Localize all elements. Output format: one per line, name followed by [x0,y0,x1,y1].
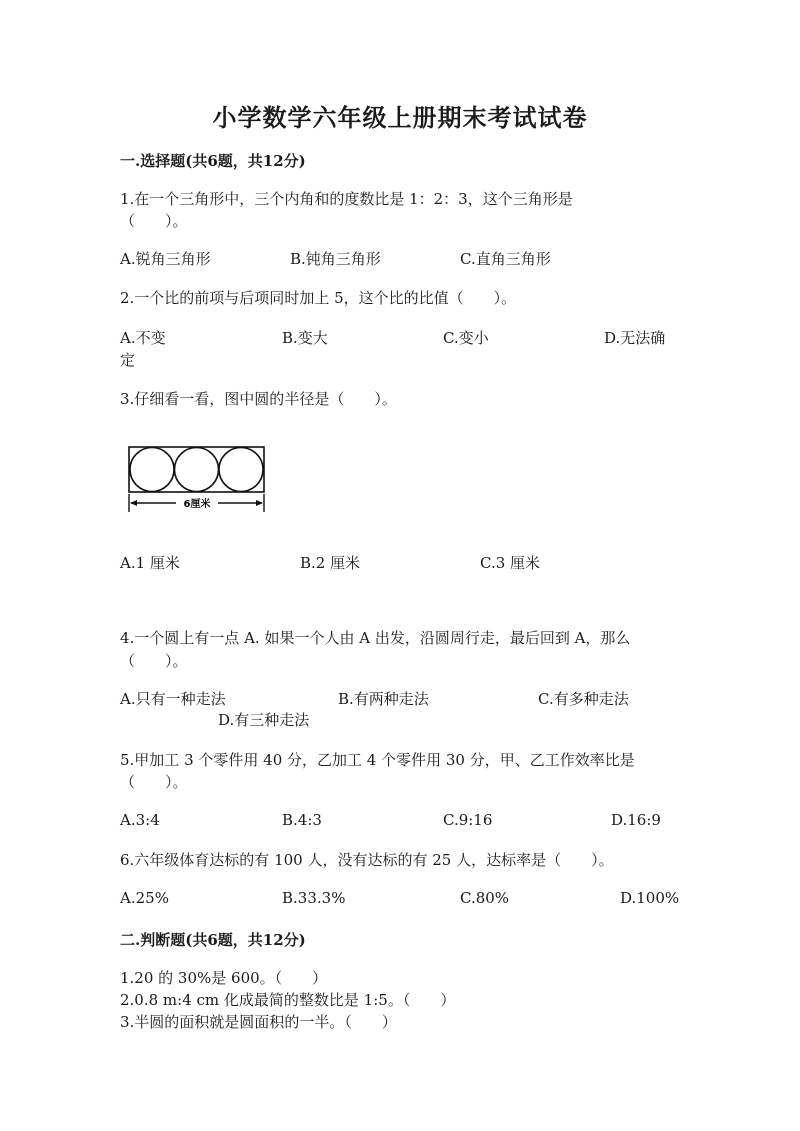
circles-in-rectangle-figure [126,442,270,518]
judgment-1-text: 1.20 的 30%是 600。（ ） [120,969,328,987]
question-5-text-cont: （ ）。 [120,773,188,791]
question-2-option-a: A.不变 [120,329,166,347]
question-5-option-b: B.4:3 [282,811,322,829]
question-5-option-d: D.16:9 [611,811,661,829]
question-4-text: 4.一个圆上有一点 A. 如果一个人由 A 出发，沿圆周行走，最后回到 A，那么 [120,629,631,647]
circle-3 [219,448,263,492]
question-5-option-c: C.9:16 [443,811,493,829]
question-1-option-a: A.锐角三角形 [120,250,211,268]
question-2-text: 2.一个比的前项与后项同时加上 5，这个比的比值（ ）。 [120,289,517,307]
question-2-option-b: B.变大 [282,329,328,347]
circle-1 [130,448,174,492]
question-6-option-c: C.80% [460,889,510,907]
question-1-text: 1.在一个三角形中，三个内角和的度数比是 1：2：3，这个三角形是 [120,190,573,208]
question-4-text-cont: （ ）。 [120,652,188,670]
judgment-3-text: 3.半圆的面积就是圆面积的一半。（ ） [120,1013,397,1031]
question-3-option-b: B.2 厘米 [300,554,361,572]
question-6-option-d: D.100% [620,889,680,907]
question-1-option-c: C.直角三角形 [460,250,551,268]
page-title: 小学数学六年级上册期末考试试卷 [212,103,588,132]
section-heading-judgment: 二.判断题(共6题，共12分) [120,931,306,949]
question-4-option-d: D.有三种走法 [218,711,310,729]
question-3-option-c: C.3 厘米 [480,554,541,572]
question-3-text: 3.仔细看一看，图中圆的半径是（ ）。 [120,390,397,408]
section-heading-choice: 一.选择题(共6题，共12分) [120,152,306,170]
question-3-option-a: A.1 厘米 [120,554,180,572]
question-6-option-a: A.25% [120,889,169,907]
circle-2 [175,448,219,492]
question-2-option-d: D.无法确 [604,329,666,347]
judgment-2-text: 2.0.8 m:4 cm 化成最简的整数比是 1:5。（ ） [120,991,456,1009]
question-2-option-d-cont: 定 [120,351,136,369]
question-4-option-c: C.有多种走法 [538,690,629,708]
question-4-option-a: A.只有一种走法 [120,690,226,708]
question-4-option-b: B.有两种走法 [338,690,429,708]
question-6-option-b: B.33.3% [282,889,346,907]
question-5-text: 5.甲加工 3 个零件用 40 分，乙加工 4 个零件用 30 分，甲、乙工作效率比是 [120,751,635,769]
question-2-option-c: C.变小 [443,329,489,347]
figure-width-label: 6厘米 [183,499,211,510]
question-5-option-a: A.3:4 [120,811,160,829]
question-1-text-cont: （ ）。 [120,212,188,230]
question-6-text: 6.六年级体育达标的有 100 人，没有达标的有 25 人，达标率是（ ）。 [120,851,614,869]
question-1-option-b: B.钝角三角形 [290,250,381,268]
